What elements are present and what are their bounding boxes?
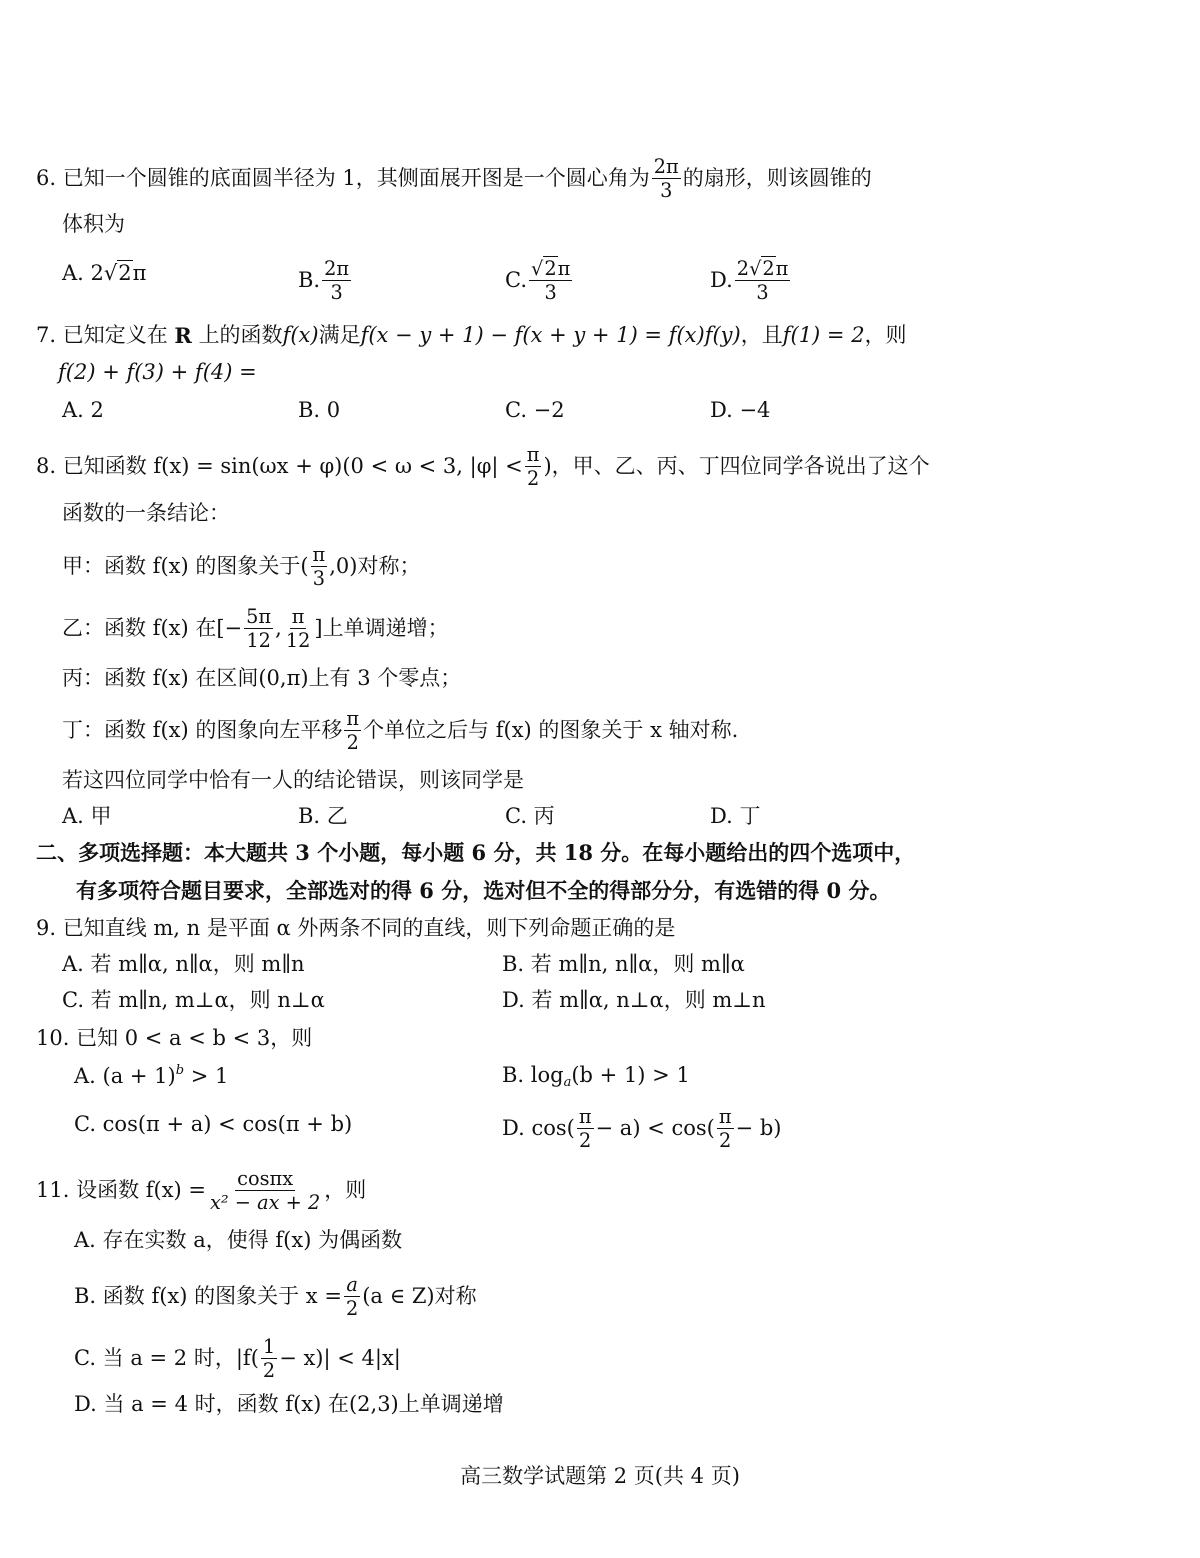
q9-option-c[interactable]: C. 若 m∥n, m⊥α，则 n⊥α <box>62 988 325 1012</box>
q9-line-1: 9. 已知直线 m, n 是平面 α 外两条不同的直线，则下列命题正确的是 <box>36 916 676 940</box>
q8-statement-jia: 甲：函数 f(x) 的图象关于( $\frac{\pi}{3}$ ,0)对称； <box>62 543 421 591</box>
q7-option-a[interactable]: A. 2 <box>62 398 104 422</box>
q10-option-c[interactable]: C. cos(π + a) < cos(π + b) <box>74 1112 353 1136</box>
sqrt-symbol: √2 <box>749 257 775 280</box>
q6-angle-fraction: $\frac{2\pi}{3}$ <box>653 155 679 203</box>
page-footer: 高三数学试题第 2 页(共 4 页) <box>460 1464 740 1488</box>
q8-line-last: 若这四位同学中恰有一人的结论错误，则该同学是 <box>62 768 524 792</box>
q7-line-2: f(2) + f(3) + f(4) = <box>58 360 257 384</box>
q9-option-d[interactable]: D. 若 m∥α, n⊥α，则 m⊥n <box>502 988 766 1012</box>
q9-option-a[interactable]: A. 若 m∥α, n∥α，则 m∥n <box>62 952 305 976</box>
q8-statement-yi: 乙：函数 f(x) 在[− $\frac{5\pi}{12}$ , $\frac{\pi}{12}$ ]上单调递增； <box>62 605 449 653</box>
q6-option-a[interactable]: A. 2√2π <box>62 261 147 285</box>
q10-option-d[interactable]: D. cos( $\frac{\pi}{2}$ − a) < cos( $\frac{\pi}{2}$ − b) <box>502 1105 782 1153</box>
q11-option-a[interactable]: A. 存在实数 a，使得 f(x) 为偶函数 <box>74 1228 403 1252</box>
q10-option-b[interactable]: B. $\log_a(b + 1) > 1$ <box>502 1063 690 1091</box>
q8-line-2: 函数的一条结论： <box>62 501 230 525</box>
q7-option-c[interactable]: C. −2 <box>505 398 565 422</box>
q11-line-1: 11. 设函数 f(x) = $\frac{\cos\pi x}{\text{x² − ax + 2}}$ ，则 <box>36 1167 367 1215</box>
q8-option-b[interactable]: B. 乙 <box>298 804 348 828</box>
q8-statement-ding: 丁：函数 f(x) 的图象向左平移 $\frac{\pi}{2}$ 个单位之后与 f(x) 的图象关于 x 轴对称. <box>62 707 739 755</box>
q6-line-2: 体积为 <box>62 212 125 236</box>
q8-option-c[interactable]: C. 丙 <box>505 804 555 828</box>
sqrt-symbol: √2 <box>531 257 557 280</box>
q6-line-1 <box>36 156 872 201</box>
section-2-heading-line-2: 有多项符合题目要求，全部选对的得 6 分，选对但不全的得部分分，有选错的得 0 分。 <box>76 878 891 903</box>
q11-option-c[interactable]: C. 当 a = 2 时，|f( $\frac{1}{2}$ − x)| < 4|x| <box>74 1335 401 1383</box>
q10-line-1: 10. 已知 0 < a < b < 3，则 <box>36 1026 313 1050</box>
sqrt-symbol: √2 <box>103 261 132 285</box>
q11-option-d[interactable]: D. 当 a = 4 时，函数 f(x) 在(2,3)上单调递增 <box>74 1392 504 1416</box>
q8-statement-bing: 丙：函数 f(x) 在区间(0,π)上有 3 个零点； <box>62 666 462 690</box>
q6-stem-a: 6. 已知一个圆锥的底面圆半径为 1，其侧面展开图是一个圆心角为 <box>36 166 650 191</box>
q6-option-c[interactable]: C. $\frac{√2\pi}{3}$ <box>505 257 571 305</box>
q6-option-b[interactable]: B. $\frac{2\pi}{3}$ <box>298 257 350 305</box>
q10-option-a[interactable]: A. $(a + 1)^b > 1$ <box>74 1063 229 1088</box>
q7-option-d[interactable]: D. −4 <box>710 398 771 422</box>
q9-option-b[interactable]: B. 若 m∥n, n∥α，则 m∥α <box>502 952 745 976</box>
section-2-heading-line-1: 二、多项选择题：本大题共 3 个小题，每小题 6 分，共 18 分。在每小题给出的四个选项中， <box>36 840 916 865</box>
q7-option-b[interactable]: B. 0 <box>298 398 341 422</box>
q6-option-d[interactable]: D. $\frac{2√2\pi}{3}$ <box>710 257 789 305</box>
q6-stem-b: 的扇形，则该圆锥的 <box>682 166 872 191</box>
q8-line-1: 8. 已知函数 f(x) = sin(ωx + φ)(0 < ω < 3, |φ| < $\frac{\pi}{2}$ )，甲、乙、丙、丁四位同学各说出了这个 <box>36 443 930 491</box>
q8-option-a[interactable]: A. 甲 <box>62 804 112 828</box>
q8-option-d[interactable]: D. 丁 <box>710 804 761 828</box>
q7-line-1: 7. 已知定义在 R 上的函数f(x)满足f(x − y + 1) − f(x + y + 1) = f(x)f(y)，且f(1) = 2，则 <box>36 323 907 348</box>
q11-option-b[interactable]: B. 函数 f(x) 的图象关于 x = $\frac{a}{2}$ (a ∈ Z)对称 <box>74 1273 477 1321</box>
